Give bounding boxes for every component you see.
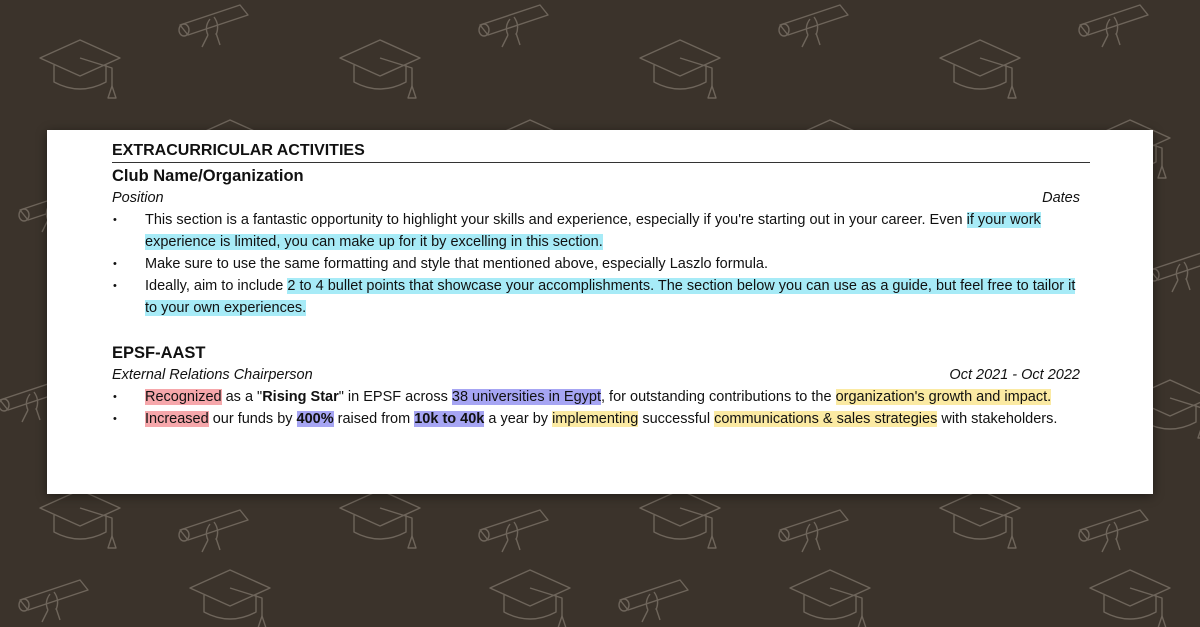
position-title: Position <box>112 190 164 206</box>
bullet-item <box>112 209 1080 253</box>
bullet-text: a year by <box>484 411 553 427</box>
bullet-text: " in EPSF across <box>338 389 452 405</box>
bullet-item <box>112 408 1080 430</box>
highlight-purple: 400% <box>296 411 334 427</box>
resume-page <box>47 130 1153 494</box>
bullet-text: This section is a fantastic opportunity to highlight your skills and experience, especially if you're starting out in your career. Even <box>145 212 967 228</box>
bullet-list <box>112 209 1080 319</box>
org-name: Club Name/Organization <box>112 167 304 185</box>
org-name: EPSF-AAST <box>112 344 206 362</box>
highlight-yellow: organization's growth and impact. <box>835 389 1052 405</box>
position-row <box>112 188 1080 209</box>
bullet-text: as a " <box>221 389 263 405</box>
resume-content <box>112 140 1080 430</box>
highlight-pink: Recognized <box>145 389 222 405</box>
position-dates: Dates <box>1042 190 1080 206</box>
bullet-text: Ideally, aim to include <box>145 278 288 294</box>
bullet-item <box>112 386 1080 408</box>
highlight-purple: 38 universities in Egypt <box>451 389 601 405</box>
highlight-yellow: communications & sales strategies <box>714 411 938 427</box>
position-row <box>112 365 1080 386</box>
bullet-text: Make sure to use the same formatting and style that mentioned above, especially Laszlo formula. <box>145 256 769 272</box>
highlight-yellow: implementing <box>552 411 639 427</box>
highlight-cyan: if your work experience is limited, you can make up for it by excelling in this section. <box>145 212 1041 250</box>
bullet-text: successful <box>638 411 715 427</box>
bullet-text: with stakeholders. <box>937 411 1058 427</box>
position-title: External Relations Chairperson <box>112 367 313 383</box>
highlight-pink: Increased <box>145 411 209 427</box>
bullet-text: our funds by <box>208 411 297 427</box>
highlight-purple: 10k to 40k <box>414 411 485 427</box>
highlight-cyan: 2 to 4 bullet points that showcase your accomplishments. The section below you can use as a guide, but feel free to tailor it to your own experiences. <box>145 278 1076 316</box>
position-dates: Oct 2021 - Oct 2022 <box>949 367 1080 383</box>
bold-text: Rising Star <box>262 389 339 405</box>
bullet-text: , for outstanding contributions to the <box>601 389 836 405</box>
bullet-list <box>112 386 1080 430</box>
bullet-text: raised from <box>333 411 415 427</box>
bullet-item <box>112 275 1080 319</box>
section-title: EXTRACURRICULAR ACTIVITIES <box>112 140 1090 163</box>
bullet-item <box>112 253 1080 275</box>
